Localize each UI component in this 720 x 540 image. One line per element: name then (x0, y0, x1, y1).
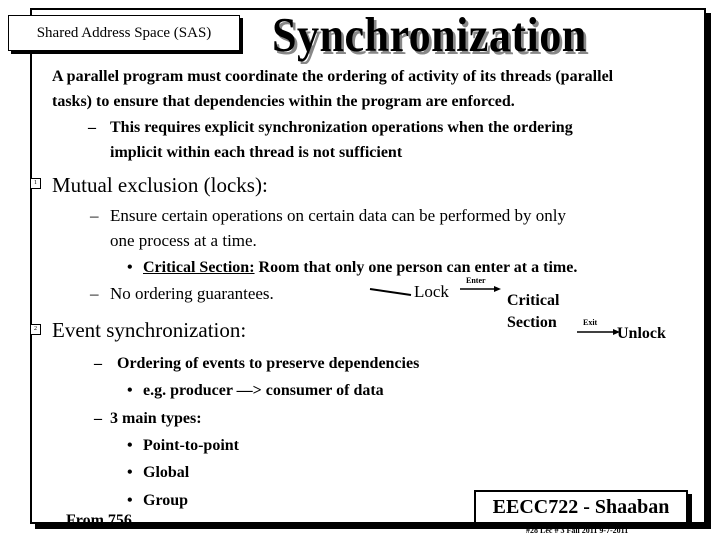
exit-label: Exit (583, 318, 598, 327)
critical-bullet: • (127, 259, 133, 276)
section-2-number: 2 (30, 324, 41, 335)
intro-line-2: tasks) to ensure that dependencies within the program are enforced. (52, 93, 515, 110)
type-3-text: Group (143, 492, 189, 509)
from-course-note: From 756 (66, 512, 132, 529)
slide-title: Synchronization (272, 7, 587, 62)
type-3-bullet: • (127, 492, 133, 509)
section-tag (8, 15, 240, 51)
critical-section-definition (143, 259, 577, 277)
critical-section-box-line-1: Critical (507, 292, 560, 309)
ordering-text: Ordering of events to preserve dependencies (117, 355, 420, 372)
example-bullet: • (127, 382, 133, 399)
type-2-bullet: • (127, 464, 133, 481)
section-1-dash: – (90, 206, 99, 225)
intro-dash: – (88, 119, 96, 136)
type-1-text: Point-to-point (143, 437, 239, 454)
type-1-bullet: • (127, 437, 133, 454)
no-ordering-text: No ordering guarantees. (110, 284, 274, 303)
types-dash: – (94, 410, 102, 427)
footer-info: #28 Lec # 3 Fall 2011 9-7-2011 (526, 526, 629, 535)
critical-section-def-text: Room that only one person can enter at a time. (254, 259, 578, 276)
critical-section-term: Critical Section: (143, 259, 255, 276)
footer-course-label: EECC722 - Shaaban (492, 495, 670, 518)
section-tag-label: Shared Address Space (SAS) (36, 24, 212, 41)
ordering-dash: – (94, 355, 102, 372)
section-1-item-line-2: one process at a time. (110, 231, 257, 250)
section-2-heading: Event synchronization: (52, 318, 247, 342)
no-ordering-dash: – (90, 284, 99, 303)
enter-label: Enter (466, 276, 486, 285)
section-1-item-line-1: Ensure certain operations on certain data can be performed by only (110, 206, 566, 225)
intro-line-1: A parallel program must coordinate the ordering of activity of its threads (parallel (52, 68, 614, 85)
lock-label: Lock (414, 282, 449, 301)
footer-course-badge (474, 490, 688, 524)
unlock-label: Unlock (617, 325, 666, 342)
enter-arrow (458, 286, 502, 296)
section-1-number: 1 (30, 178, 41, 189)
section-1-heading: Mutual exclusion (locks): (52, 173, 268, 197)
lock-arrow-line (368, 286, 413, 298)
critical-section-box-line-2: Section (507, 314, 557, 331)
exit-arrow (575, 327, 621, 337)
example-text: e.g. producer —> consumer of data (143, 382, 384, 399)
intro-sub-line-2: implicit within each thread is not sufficient (110, 144, 403, 161)
type-2-text: Global (143, 464, 190, 481)
intro-sub-line-1: This requires explicit synchronization operations when the ordering (110, 119, 573, 136)
types-text: 3 main types: (110, 410, 202, 427)
